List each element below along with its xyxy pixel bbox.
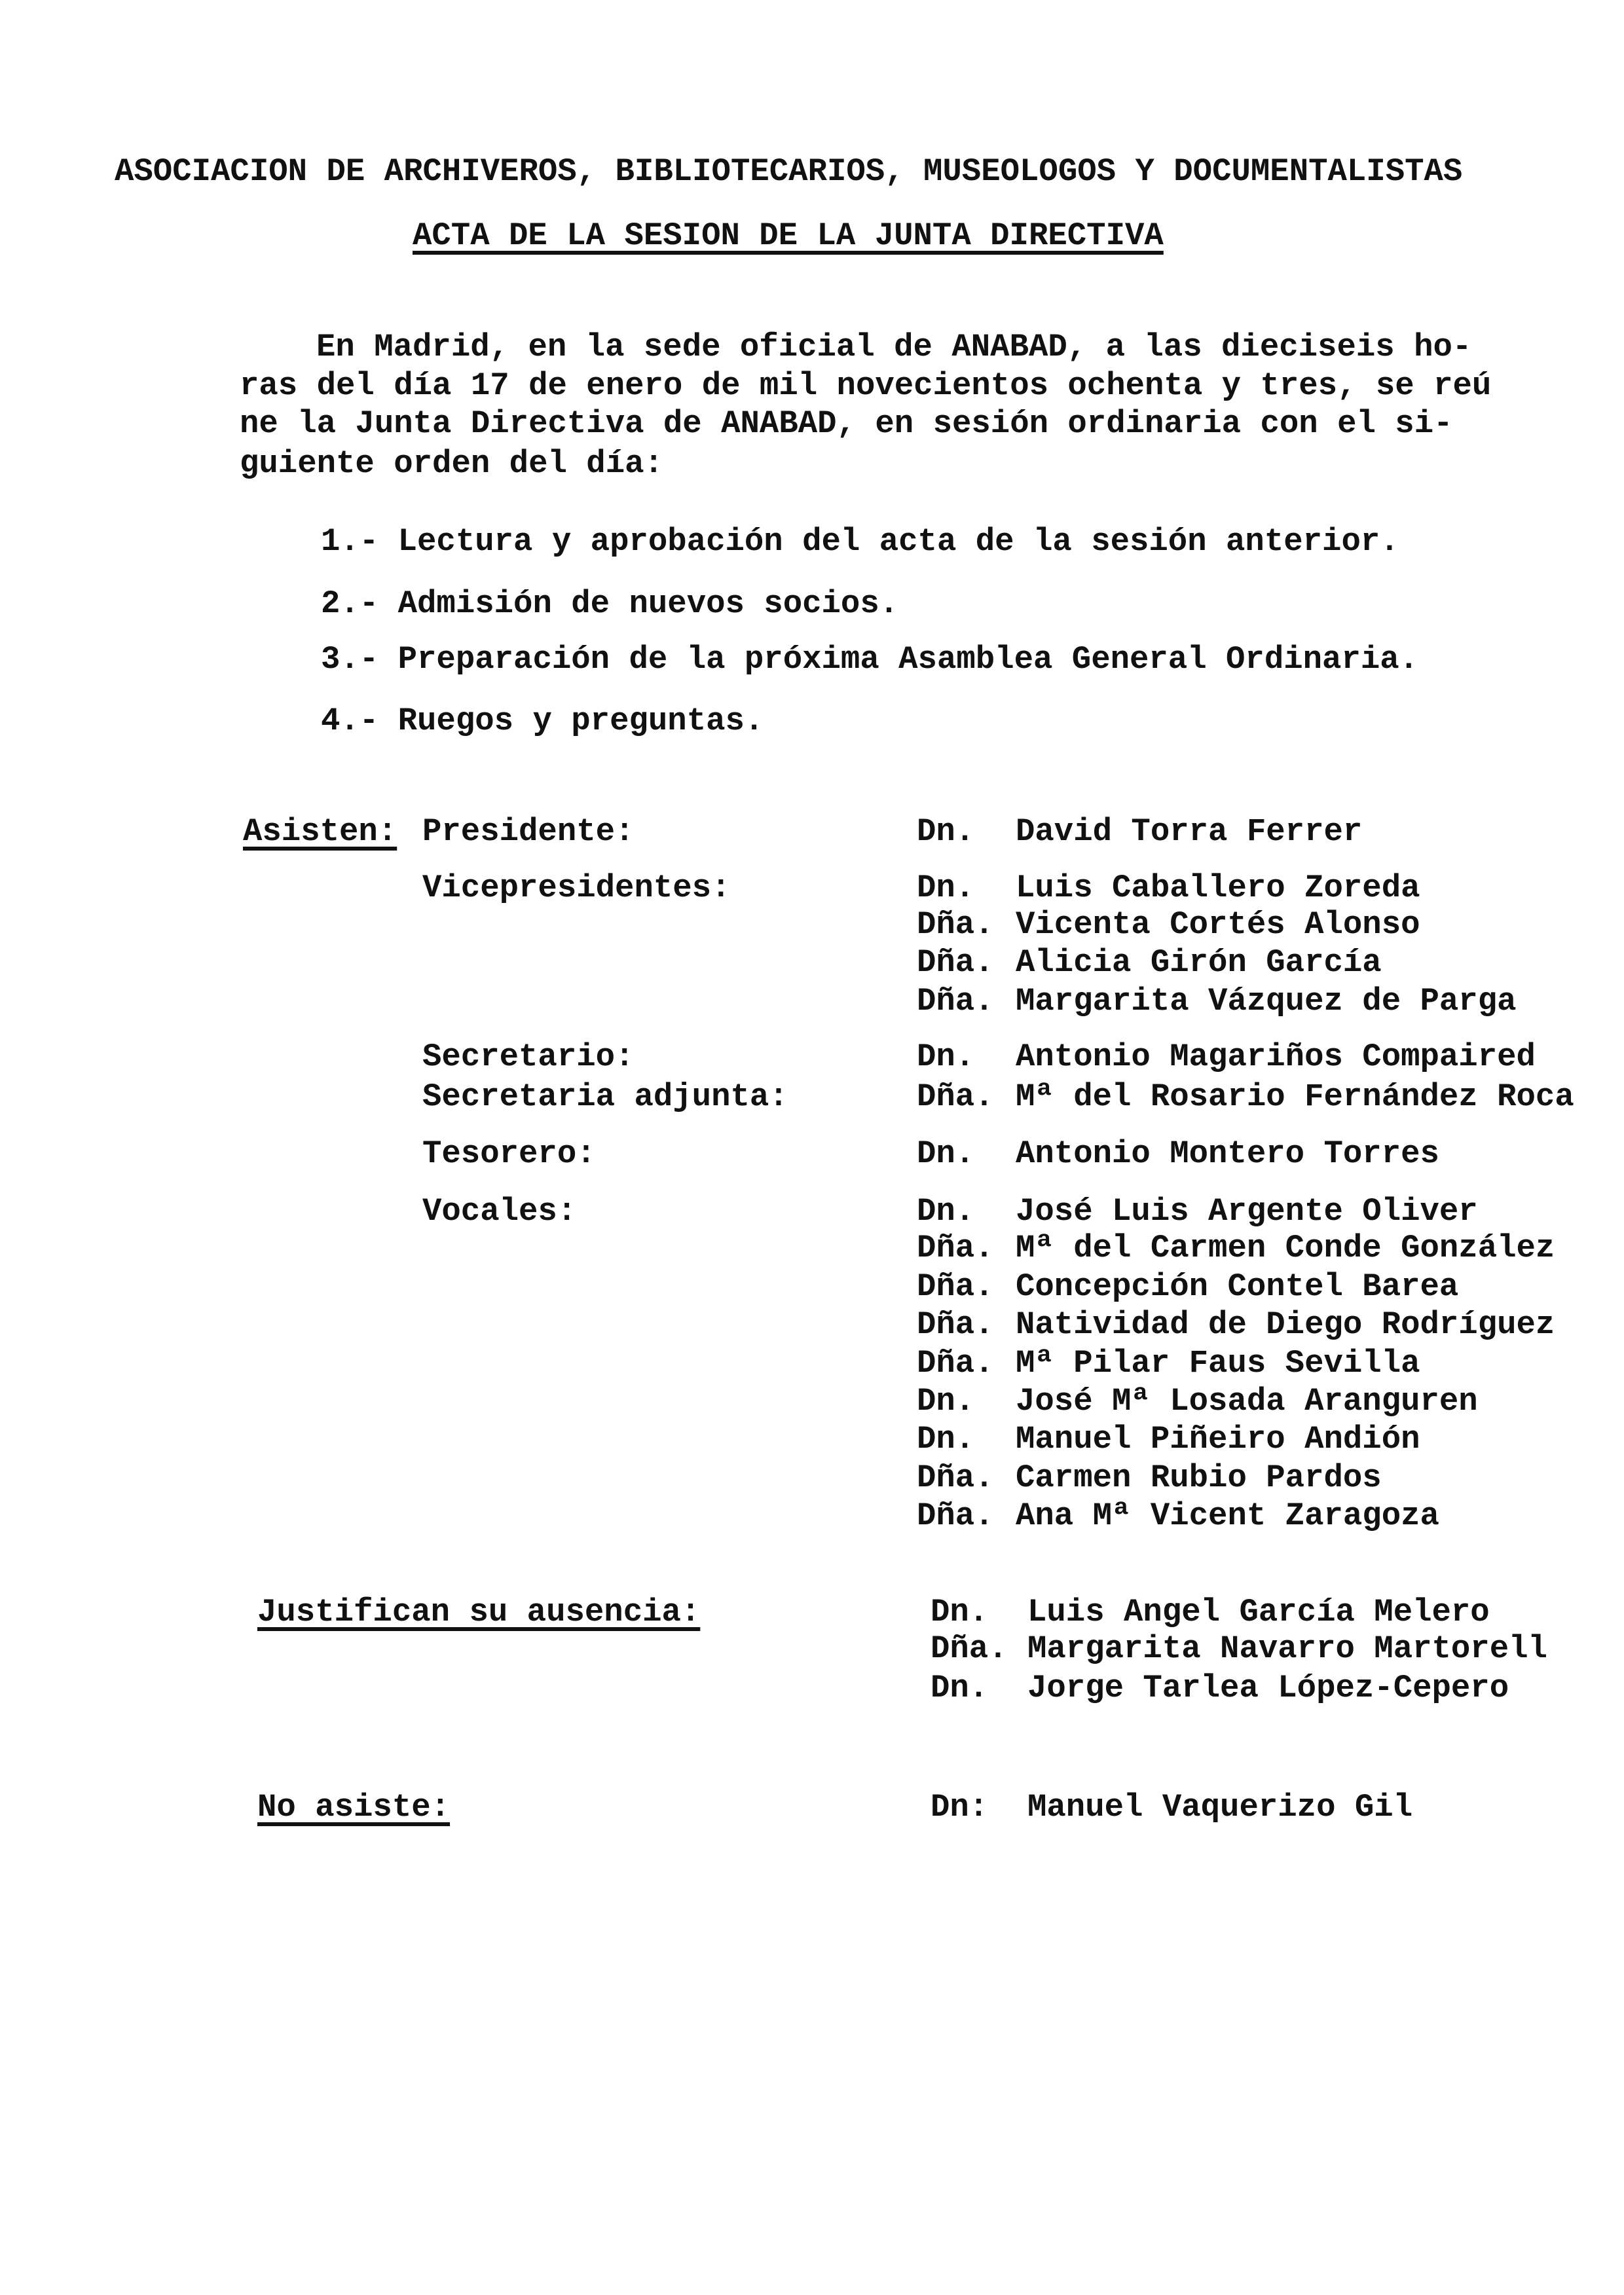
attendee-name: Mª Pilar Faus Sevilla [1016, 1345, 1420, 1382]
agenda-item: 4.- Ruegos y preguntas. [321, 703, 764, 739]
attendee-title: Dn. [917, 1135, 975, 1172]
attendee-role: Secretario: [422, 1038, 635, 1075]
agenda-item: 3.- Preparación de la próxima Asamblea General Ordinaria. [321, 641, 1419, 678]
attendee-title: Dña. [917, 1460, 994, 1496]
attendee-name: Carmen Rubio Pardos [1016, 1460, 1382, 1496]
attendee-title: Dña. [917, 1230, 994, 1266]
excused-name: Margarita Navarro Martorell [1027, 1630, 1547, 1667]
excused-title: Dn. [931, 1594, 989, 1630]
attendee-title: Dña. [917, 1497, 994, 1534]
attendee-title: Dn. [917, 1193, 975, 1230]
attendee-title: Dn. [917, 1421, 975, 1458]
attendee-role: Tesorero: [422, 1135, 596, 1172]
attendee-title: Dn. [917, 813, 975, 850]
attendee-title: Dña. [917, 1268, 994, 1305]
attendee-name: Mª del Rosario Fernández Roca [1016, 1078, 1574, 1115]
absent-name: Manuel Vaquerizo Gil [1027, 1789, 1413, 1826]
excused-title: Dn. [931, 1670, 989, 1706]
agenda-item: 1.- Lectura y aprobación del acta de la sesión anterior. [321, 523, 1399, 560]
attendee-name: Antonio Montero Torres [1016, 1135, 1439, 1172]
document-title: ACTA DE LA SESION DE LA JUNTA DIRECTIVA [413, 217, 1164, 254]
attendee-title: Dn. [917, 1383, 975, 1420]
intro-line: En Madrid, en la sede oficial de ANABAD, a las dieciseis ho- [316, 329, 1472, 365]
intro-line: guiente orden del día: [240, 445, 663, 482]
attendee-role: Secretaria adjunta: [422, 1078, 788, 1115]
attendee-name: Mª del Carmen Conde González [1016, 1230, 1555, 1266]
attendee-name: Natividad de Diego Rodríguez [1016, 1306, 1555, 1343]
attendee-name: Antonio Magariños Compaired [1016, 1038, 1536, 1075]
attendee-role: Vocales: [422, 1193, 577, 1230]
attendee-title: Dn. [917, 1038, 975, 1075]
attendee-name: Concepción Contel Barea [1016, 1268, 1459, 1305]
intro-line: ne la Junta Directiva de ANABAD, en sesión ordinaria con el si- [240, 405, 1453, 442]
absent-prefix: Dn: [931, 1789, 989, 1826]
attendee-title: Dña. [917, 1078, 994, 1115]
attendee-name: Alicia Girón García [1016, 944, 1382, 981]
attendee-title: Dña. [917, 1306, 994, 1343]
attendee-name: David Torra Ferrer [1016, 813, 1363, 850]
attendee-title: Dña. [917, 1345, 994, 1382]
attendee-name: José Luis Argente Oliver [1016, 1193, 1478, 1230]
attendee-name: Luis Caballero Zoreda [1016, 870, 1420, 906]
attendee-name: Ana Mª Vicent Zaragoza [1016, 1497, 1439, 1534]
excused-title: Dña. [931, 1630, 1008, 1667]
absent-label: No asiste: [257, 1789, 451, 1826]
agenda-item: 2.- Admisión de nuevos socios. [321, 585, 899, 622]
attendee-name: Manuel Piñeiro Andión [1016, 1421, 1420, 1458]
attendee-role: Vicepresidentes: [422, 870, 731, 906]
attendee-name: Margarita Vázquez de Parga [1016, 983, 1517, 1019]
attendee-title: Dn. [917, 870, 975, 906]
excused-name: Luis Angel García Melero [1027, 1594, 1490, 1630]
excused-label: Justifican su ausencia: [257, 1594, 701, 1630]
excused-name: Jorge Tarlea López-Cepero [1027, 1670, 1509, 1706]
attendee-title: Dña. [917, 944, 994, 981]
attendee-name: José Mª Losada Aranguren [1016, 1383, 1478, 1420]
intro-line: ras del día 17 de enero de mil novecientos ochenta y tres, se reú [240, 367, 1492, 404]
attendee-title: Dña. [917, 906, 994, 943]
attendee-name: Vicenta Cortés Alonso [1016, 906, 1420, 943]
attendance-label: Asisten: [243, 813, 397, 850]
attendee-title: Dña. [917, 983, 994, 1019]
attendee-role: Presidente: [422, 813, 635, 850]
organization-header: ASOCIACION DE ARCHIVEROS, BIBLIOTECARIOS, MUSEOLOGOS Y DOCUMENTALISTAS [115, 153, 1463, 190]
